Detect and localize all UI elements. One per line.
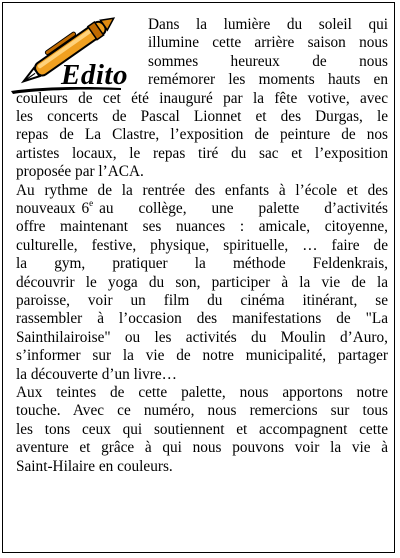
paragraph-line: illumine cette arrière saison nous: [148, 34, 388, 51]
paragraph-line: la découverte d’un livre…: [16, 366, 177, 383]
line-fragment: au collège, une palette d’activités: [99, 200, 388, 217]
paragraph-line: touche. Avec ce numéro, nous remercions sur tous: [16, 402, 388, 419]
paragraph-line: découvrir le yoga du son, participer à la vie de la: [16, 274, 388, 291]
paragraph-line: les concerts de Pascal Lionnet et des Durgas, le: [16, 108, 388, 125]
paragraph-line: couleurs de cet été inauguré par la fête votive, avec: [16, 90, 388, 107]
ordinal-suffix: e: [89, 197, 94, 208]
paragraph-line: s’informer sur la vie de notre municipalité, partager: [16, 347, 388, 364]
paragraph-line: aventure et grâce à qui nous pouvons voir la vie à: [16, 439, 388, 456]
paragraph-line: culturelle, festive, physique, spirituelle, … faire de: [16, 237, 388, 254]
paragraph-line: artistes locaux, le repas tiré du sac et l’exposition: [16, 145, 388, 162]
paragraph-line: offre maintenant ses nuances : amicale, citoyenne,: [16, 218, 388, 235]
edito-title: Edito: [61, 59, 128, 91]
paragraph-line: rassembler à l’occasion des manifestations de "La: [16, 310, 388, 327]
paragraph-line: remémorer les moments hauts en: [148, 71, 388, 88]
paragraph-line: proposée par l’ACA.: [16, 163, 144, 180]
ordinal: [81, 197, 94, 218]
paragraph-line: Aux teintes de cette palette, nous apportons notre: [16, 384, 388, 401]
edito-logo: [9, 7, 147, 97]
ordinal-number: 6: [81, 200, 90, 217]
paragraph-line: la gym, pratiquer la méthode Feldenkrais,: [16, 255, 388, 272]
paragraph-line: [16, 197, 388, 218]
paragraph-line: sommes heureux de nous: [148, 53, 388, 70]
paragraph-line: les tons ceux qui soutiennent et accompagnent cette: [16, 421, 388, 438]
paragraph-line: Saint-Hilaire en couleurs.: [16, 458, 173, 475]
paragraph-line: Dans la lumière du soleil qui: [148, 16, 388, 33]
paragraph-line: paroisse, voir un film du cinéma itinérant, se: [16, 292, 388, 309]
paragraph-line: repas de La Clastre, l’exposition de peinture de nos: [16, 126, 388, 143]
paragraph-line: Sainthilairoise" ou les activités du Moulin d’Auro,: [16, 329, 388, 346]
paragraph-line: Au rythme de la rentrée des enfants à l’école et des: [16, 182, 388, 199]
edito-frame: [2, 2, 395, 553]
line-fragment: nouveaux: [16, 200, 76, 217]
